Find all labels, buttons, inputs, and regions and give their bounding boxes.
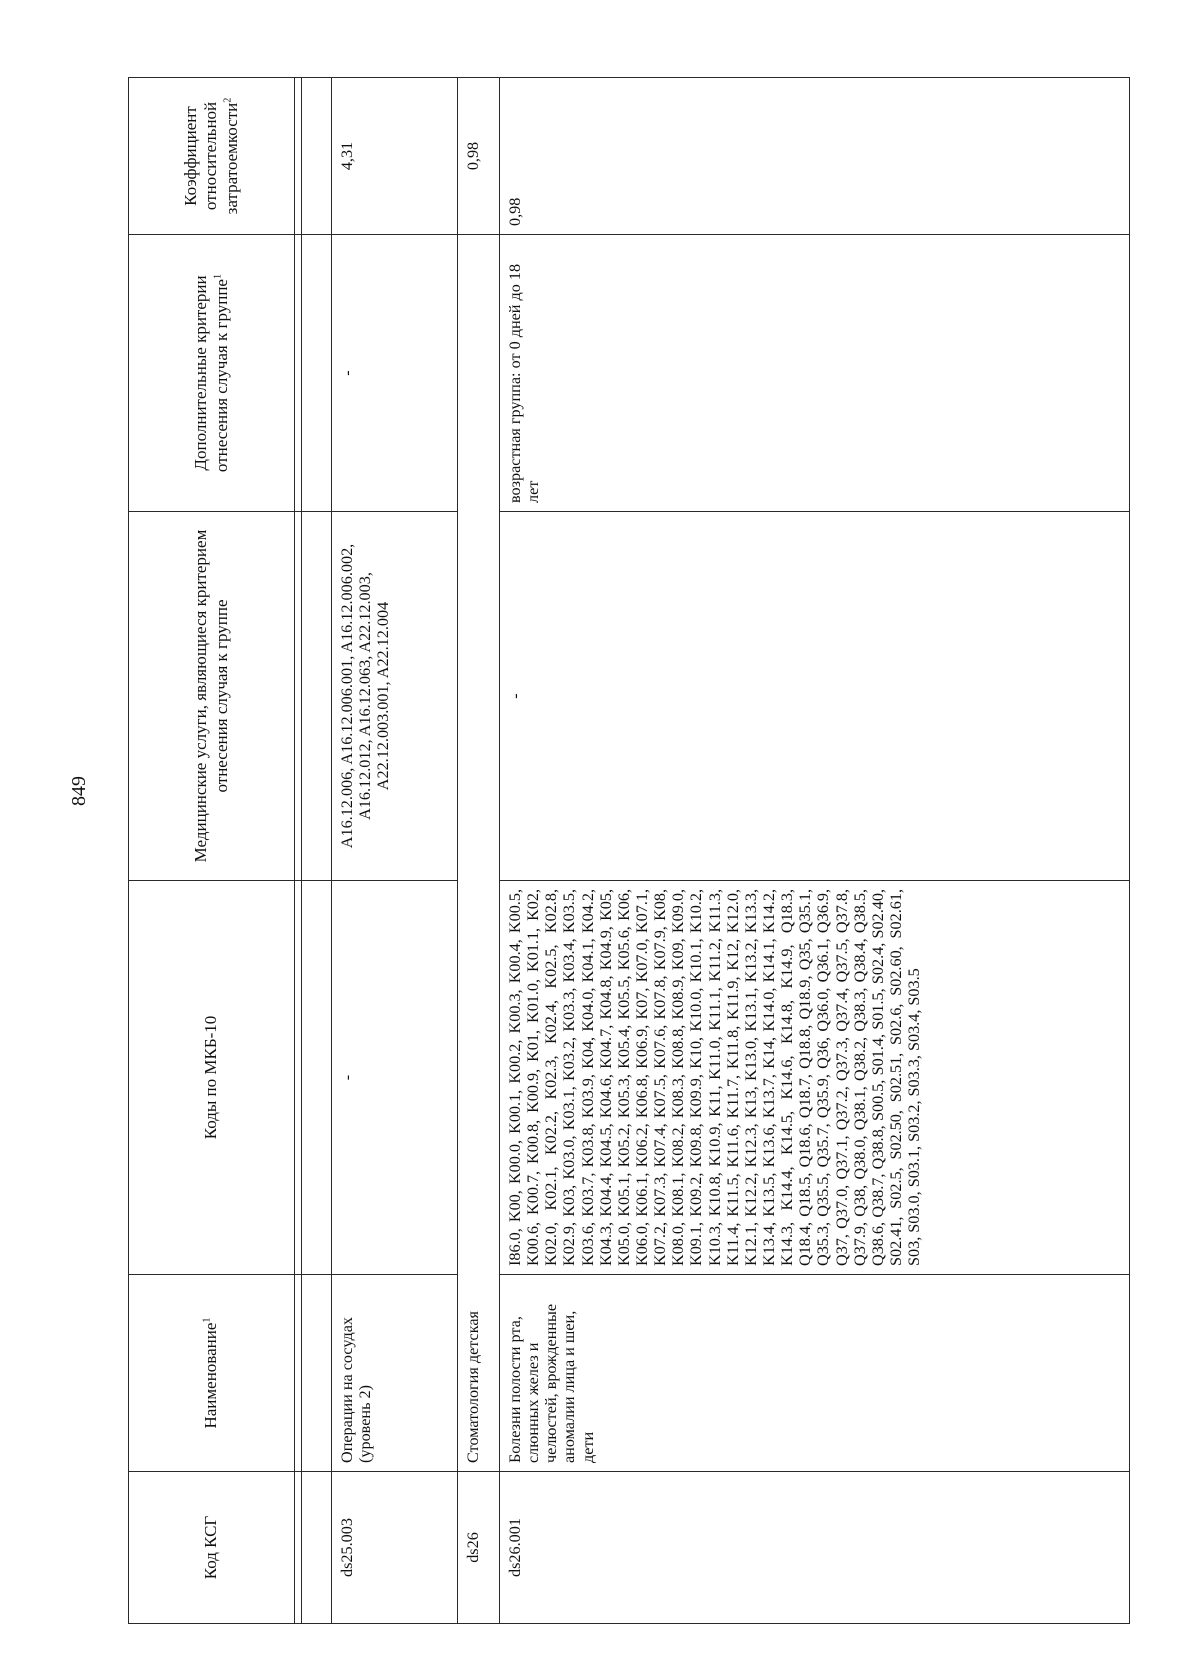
- spacer-cell: [295, 1275, 302, 1472]
- ksg-table: [128, 77, 1130, 1624]
- spacer-cell: [295, 235, 302, 512]
- table-row: [500, 78, 1130, 1624]
- cell-services: A16.12.006, A16.12.006.001, A16.12.006.002, A16.12.012, A16.12.063, A22.12.003, A22.12.003.001, A22.12.004: [332, 512, 458, 881]
- cell-name: Операции на сосудах (уровень 2): [332, 1275, 458, 1472]
- spacer-cell: [302, 235, 332, 512]
- cell-mkb: -: [332, 881, 458, 1275]
- header-mkb: Коды по МКБ-10: [129, 881, 295, 1275]
- header-code: Код КСГ: [129, 1472, 295, 1624]
- spacer-cell: [295, 512, 302, 881]
- rotated-table-container: [128, 78, 1128, 1624]
- spacer-cell: [302, 1275, 332, 1472]
- page-number: 849: [68, 776, 90, 806]
- cell-services: -: [500, 512, 1130, 881]
- cell-coef: 0,98: [458, 78, 500, 235]
- cell-section-name: Стоматология детская: [458, 235, 500, 1472]
- spacer-cell: [295, 881, 302, 1275]
- table-header-row: [129, 78, 295, 1624]
- cell-coef: 4,31: [332, 78, 458, 235]
- cell-additional: возрастная группа: от 0 дней до 18 лет: [500, 235, 1130, 512]
- spacer-cell: [295, 1472, 302, 1624]
- spacer-row: [295, 78, 302, 1624]
- table-row: [332, 78, 458, 1624]
- header-name-footnote: 1: [201, 1317, 213, 1323]
- spacer-cell: [295, 78, 302, 235]
- cell-coef: 0,98: [500, 78, 1130, 235]
- cell-additional: -: [332, 235, 458, 512]
- header-services: Медицинские услуги, являющиеся критерием отнесения случая к группе: [129, 512, 295, 881]
- spacer-cell: [302, 78, 332, 235]
- cell-mkb: I86.0, K00, K00.0, K00.1, K00.2, K00.3, K00.4, K00.5, K00.6, K00.7, K00.8, K00.9, K01, K01.0, K01.1, K02, K02.0, K02.1, K02.2, K02.3, K02.4, K02.5, K02.8, K02.9, K03, K03.0, K03.1, K03.2, K03.3, K03.4, K03.5, K03.6, K03.7, K03.8, K03.9, K04, K04.0, K04.1, K04.2, K04.3, K04.4, K04.5, K04.6, K04.7, K04.8, K04.9, K05, K05.0, K05.1, K05.2, K05.3, K05.4, K05.5, K05.6, K06, K06.0, K06.1, K06.2, K06.8, K06.9, K07, K07.0, K07.1, K07.2, K07.3, K07.4, K07.5, K07.6, K07.8, K07.9, K08, K08.0, K08.1, K08.2, K08.3, K08.8, K08.9, K09, K09.0, K09.1, K09.2, K09.8, K09.9, K10, K10.0, K10.1, K10.2, K10.3, K10.8, K10.9, K11, K11.0, K11.1, K11.2, K11.3, K11.4, K11.5, K11.6, K11.7, K11.8, K11.9, K12, K12.0, K12.1, K12.2, K12.3, K13, K13.0, K13.1, K13.2, K13.3, K13.4, K13.5, K13.6, K13.7, K14, K14.0, K14.1, K14.2, K14.3, K14.4, K14.5, K14.6, K14.8, K14.9, Q18.3, Q18.4, Q18.5, Q18.6, Q18.7, Q18.8, Q18.9, Q35, Q35.1, Q35.3, Q35.5, Q35.7, Q35.9, Q36, Q36.0, Q36.1, Q36.9, Q37, Q37.0, Q37.1, Q37.2, Q37.3, Q37.4, Q37.5, Q37.8, Q37.9, Q38, Q38.0, Q38.1, Q38.2, Q38.3, Q38.4, Q38.5, Q38.6, Q38.7, Q38.8, S00.5, S01.4, S01.5, S02.4, S02.40, S02.41, S02.5, S02.50, S02.51, S02.6, S02.60, S02.61, S03, S03.0, S03.1, S03.2, S03.3, S03.4, S03.5: [500, 881, 1130, 1275]
- header-coef: Коэффициент относительной затратоемкости$^2$: [129, 78, 295, 235]
- spacer-cell: [302, 512, 332, 881]
- header-additional: Дополнительные критерии отнесения случая к группе$^1$: [129, 235, 295, 512]
- spacer-row: [302, 78, 332, 1624]
- spacer-cell: [302, 881, 332, 1275]
- header-additional-footnote: 1: [211, 273, 223, 280]
- section-row: [458, 78, 500, 1624]
- header-name: Наименование$^1$: [129, 1275, 295, 1472]
- cell-name: Болезни полости рта, слюнных желез и челюстей, врожденные аномалии лица и шеи, дети: [500, 1275, 1130, 1472]
- cell-code: ds26: [458, 1472, 500, 1624]
- cell-code: ds25.003: [332, 1472, 458, 1624]
- spacer-cell: [302, 1472, 332, 1624]
- header-coef-footnote: 2: [222, 97, 234, 103]
- cell-code: ds26.001: [500, 1472, 1130, 1624]
